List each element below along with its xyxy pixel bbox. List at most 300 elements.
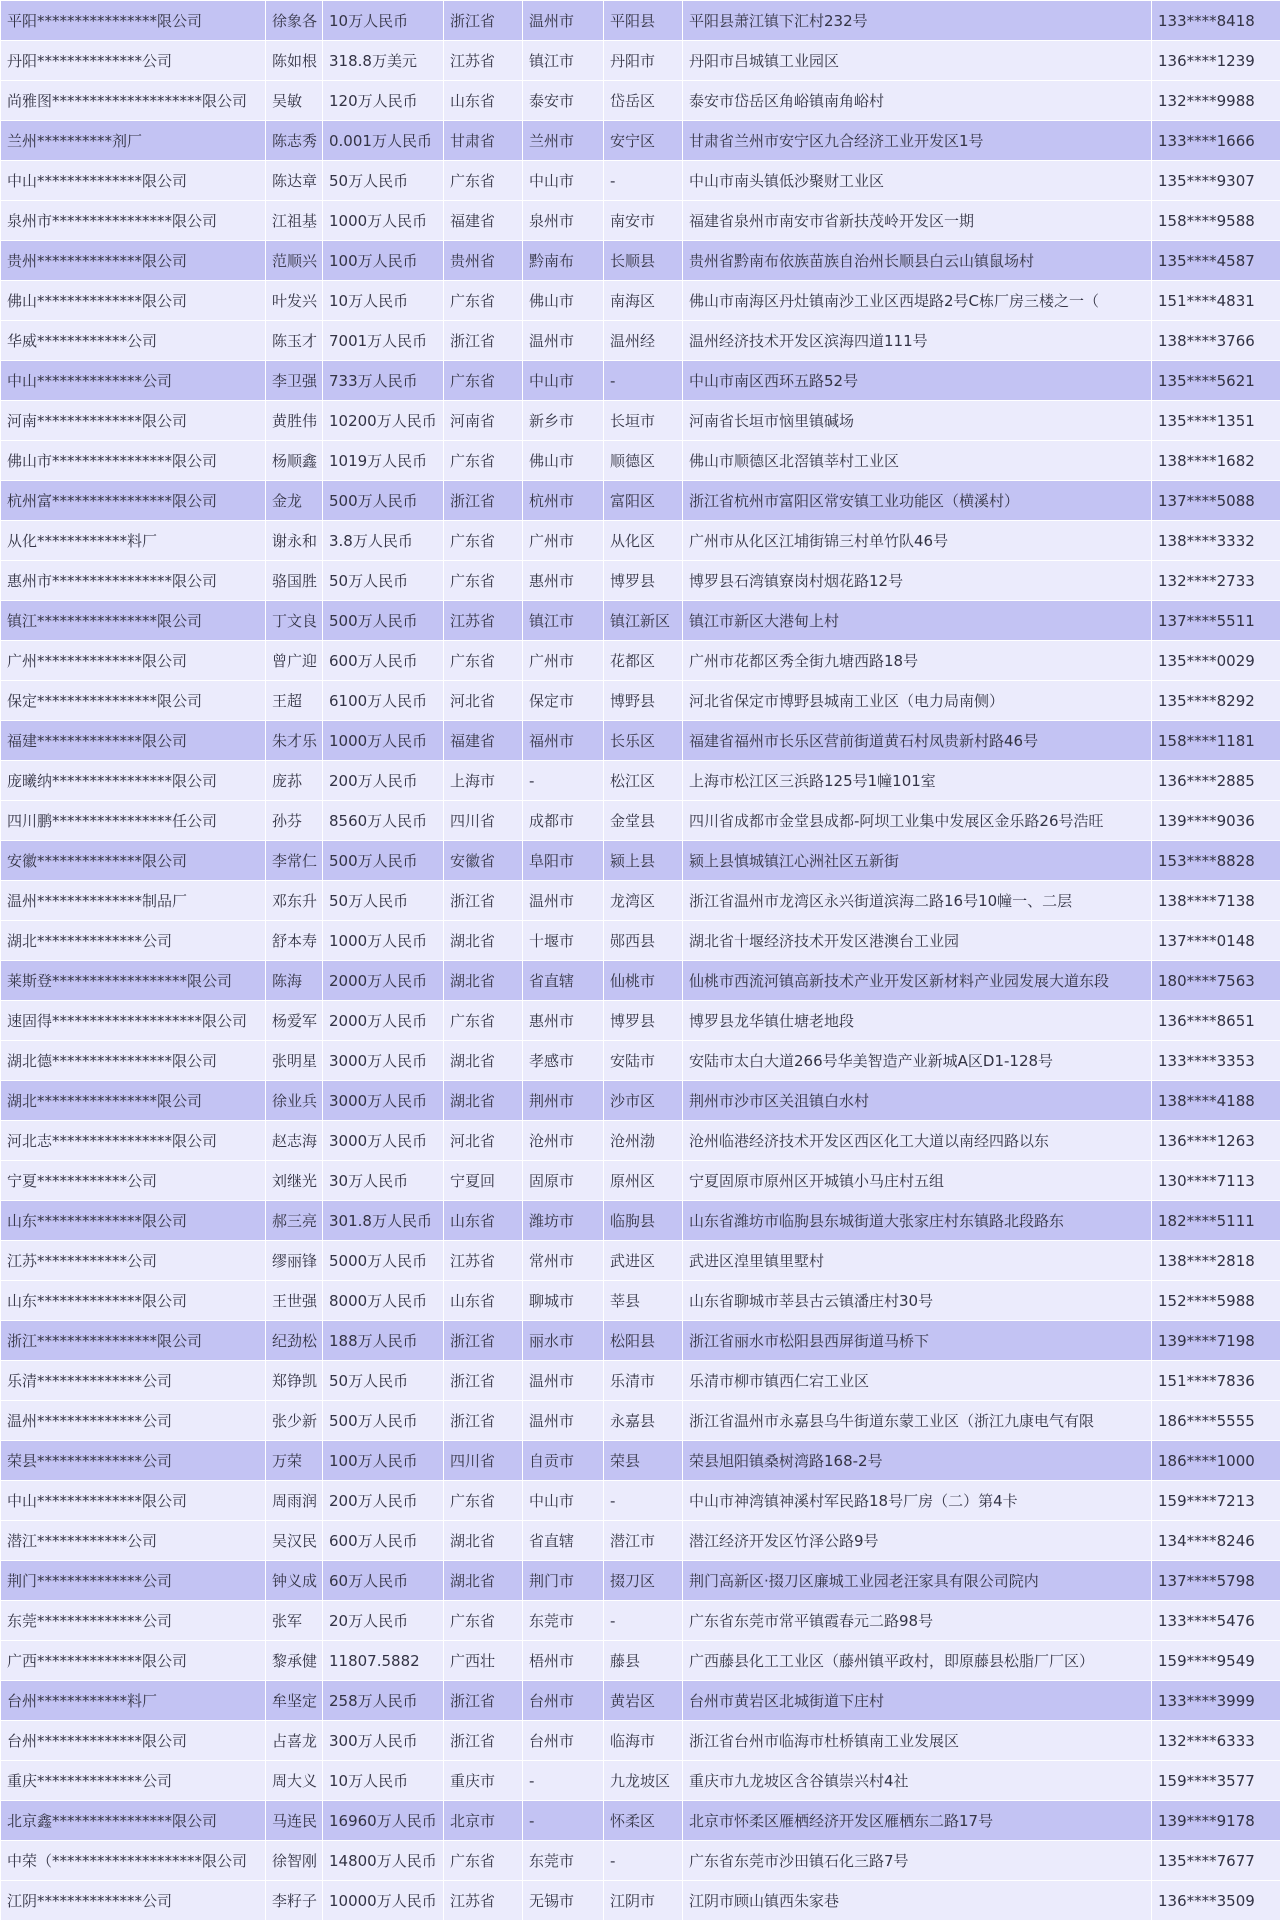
district-cell: - bbox=[604, 361, 683, 401]
registered-capital-cell: 300万人民币 bbox=[323, 1721, 444, 1761]
city-cell: 孝感市 bbox=[523, 1041, 604, 1081]
district-cell: - bbox=[604, 1481, 683, 1521]
city-cell: 温州市 bbox=[523, 1361, 604, 1401]
company-name-cell: 广西**************限公司 bbox=[1, 1641, 266, 1681]
company-name-cell: 四川鹏****************任公司 bbox=[1, 801, 266, 841]
city-cell: 省直辖 bbox=[523, 961, 604, 1001]
company-name-cell: 江阴**************公司 bbox=[1, 1881, 266, 1921]
table-row bbox=[1, 1241, 1280, 1281]
province-cell: 广东省 bbox=[444, 1601, 523, 1641]
district-cell: 沙市区 bbox=[604, 1081, 683, 1121]
district-cell: 温州经 bbox=[604, 321, 683, 361]
address-cell: 潜江经济开发区竹泽公路9号 bbox=[683, 1521, 1152, 1561]
province-cell: 宁夏回 bbox=[444, 1161, 523, 1201]
address-cell: 四川省成都市金堂县成都-阿坝工业集中发展区金乐路26号浩旺 bbox=[683, 801, 1152, 841]
legal-rep-cell: 李卫强 bbox=[266, 361, 323, 401]
table-row bbox=[1, 1441, 1280, 1481]
company-name-cell: 从化************料厂 bbox=[1, 521, 266, 561]
table-row bbox=[1, 921, 1280, 961]
district-cell: 博罗县 bbox=[604, 1001, 683, 1041]
province-cell: 广东省 bbox=[444, 1481, 523, 1521]
address-cell: 丹阳市吕城镇工业园区 bbox=[683, 41, 1152, 81]
table-row bbox=[1, 601, 1280, 641]
phone-cell: 136****1263 bbox=[1152, 1121, 1280, 1161]
city-cell: 温州市 bbox=[523, 881, 604, 921]
province-cell: 广东省 bbox=[444, 521, 523, 561]
registered-capital-cell: 7001万人民币 bbox=[323, 321, 444, 361]
company-name-cell: 宁夏************公司 bbox=[1, 1161, 266, 1201]
registered-capital-cell: 301.8万人民币 bbox=[323, 1201, 444, 1241]
phone-cell: 180****7563 bbox=[1152, 961, 1280, 1001]
phone-cell: 134****8246 bbox=[1152, 1521, 1280, 1561]
company-name-cell: 温州**************制品厂 bbox=[1, 881, 266, 921]
registered-capital-cell: 50万人民币 bbox=[323, 1361, 444, 1401]
legal-rep-cell: 舒本寿 bbox=[266, 921, 323, 961]
city-cell: 佛山市 bbox=[523, 441, 604, 481]
city-cell: 中山市 bbox=[523, 1481, 604, 1521]
legal-rep-cell: 刘继光 bbox=[266, 1161, 323, 1201]
company-name-cell: 湖北****************限公司 bbox=[1, 1081, 266, 1121]
address-cell: 荣县旭阳镇桑树湾路168-2号 bbox=[683, 1441, 1152, 1481]
company-name-cell: 潜江************公司 bbox=[1, 1521, 266, 1561]
registered-capital-cell: 258万人民币 bbox=[323, 1681, 444, 1721]
city-cell: 东莞市 bbox=[523, 1601, 604, 1641]
phone-cell: 133****3999 bbox=[1152, 1681, 1280, 1721]
district-cell: 藤县 bbox=[604, 1641, 683, 1681]
address-cell: 山东省聊城市莘县古云镇潘庄村30号 bbox=[683, 1281, 1152, 1321]
phone-cell: 152****5988 bbox=[1152, 1281, 1280, 1321]
table-row bbox=[1, 521, 1280, 561]
company-name-cell: 安徽**************限公司 bbox=[1, 841, 266, 881]
table-row bbox=[1, 1601, 1280, 1641]
address-cell: 河南省长垣市恼里镇碱场 bbox=[683, 401, 1152, 441]
district-cell: - bbox=[604, 1841, 683, 1881]
address-cell: 广西藤县化工工业区（藤州镇平政村，即原藤县松脂厂厂区） bbox=[683, 1641, 1152, 1681]
phone-cell: 136****8651 bbox=[1152, 1001, 1280, 1041]
address-cell: 中山市南头镇低沙聚财工业区 bbox=[683, 161, 1152, 201]
address-cell: 博罗县石湾镇寮岗村烟花路12号 bbox=[683, 561, 1152, 601]
district-cell: 永嘉县 bbox=[604, 1401, 683, 1441]
company-name-cell: 河北志****************限公司 bbox=[1, 1121, 266, 1161]
province-cell: 广东省 bbox=[444, 1001, 523, 1041]
district-cell: 顺德区 bbox=[604, 441, 683, 481]
legal-rep-cell: 杨顺鑫 bbox=[266, 441, 323, 481]
district-cell: 花都区 bbox=[604, 641, 683, 681]
city-cell: 十堰市 bbox=[523, 921, 604, 961]
company-name-cell: 河南**************限公司 bbox=[1, 401, 266, 441]
table-row bbox=[1, 1041, 1280, 1081]
table-row bbox=[1, 1841, 1280, 1881]
address-cell: 浙江省台州市临海市杜桥镇南工业发展区 bbox=[683, 1721, 1152, 1761]
phone-cell: 133****3353 bbox=[1152, 1041, 1280, 1081]
company-name-cell: 中荣（********************限公司 bbox=[1, 1841, 266, 1881]
legal-rep-cell: 黄胜伟 bbox=[266, 401, 323, 441]
legal-rep-cell: 徐业兵 bbox=[266, 1081, 323, 1121]
registered-capital-cell: 10000万人民币 bbox=[323, 1881, 444, 1921]
district-cell: 九龙坡区 bbox=[604, 1761, 683, 1801]
address-cell: 北京市怀柔区雁栖经济开发区雁栖东二路17号 bbox=[683, 1801, 1152, 1841]
district-cell: 掇刀区 bbox=[604, 1561, 683, 1601]
company-name-cell: 北京鑫****************限公司 bbox=[1, 1801, 266, 1841]
district-cell: 仙桃市 bbox=[604, 961, 683, 1001]
table-body bbox=[1, 1, 1280, 1921]
company-name-cell: 湖北德****************限公司 bbox=[1, 1041, 266, 1081]
table-row bbox=[1, 1, 1280, 41]
registered-capital-cell: 5000万人民币 bbox=[323, 1241, 444, 1281]
table-row bbox=[1, 961, 1280, 1001]
legal-rep-cell: 吴敏 bbox=[266, 81, 323, 121]
legal-rep-cell: 王世强 bbox=[266, 1281, 323, 1321]
address-cell: 泰安市岱岳区角峪镇南角峪村 bbox=[683, 81, 1152, 121]
district-cell: 潜江市 bbox=[604, 1521, 683, 1561]
table-row bbox=[1, 1321, 1280, 1361]
address-cell: 中山市南区西环五路52号 bbox=[683, 361, 1152, 401]
district-cell: 龙湾区 bbox=[604, 881, 683, 921]
address-cell: 乐清市柳市镇西仁宕工业区 bbox=[683, 1361, 1152, 1401]
district-cell: 长顺县 bbox=[604, 241, 683, 281]
registered-capital-cell: 50万人民币 bbox=[323, 561, 444, 601]
phone-cell: 130****7113 bbox=[1152, 1161, 1280, 1201]
table-row bbox=[1, 841, 1280, 881]
phone-cell: 132****9988 bbox=[1152, 81, 1280, 121]
company-name-cell: 荆门**************公司 bbox=[1, 1561, 266, 1601]
phone-cell: 137****5511 bbox=[1152, 601, 1280, 641]
phone-cell: 138****4188 bbox=[1152, 1081, 1280, 1121]
legal-rep-cell: 骆国胜 bbox=[266, 561, 323, 601]
district-cell: 沧州渤 bbox=[604, 1121, 683, 1161]
district-cell: 松江区 bbox=[604, 761, 683, 801]
province-cell: 广东省 bbox=[444, 281, 523, 321]
province-cell: 江苏省 bbox=[444, 41, 523, 81]
company-name-cell: 浙江****************限公司 bbox=[1, 1321, 266, 1361]
city-cell: 固原市 bbox=[523, 1161, 604, 1201]
district-cell: - bbox=[604, 161, 683, 201]
table-row bbox=[1, 761, 1280, 801]
legal-rep-cell: 金龙 bbox=[266, 481, 323, 521]
city-cell: 广州市 bbox=[523, 641, 604, 681]
company-name-cell: 镇江****************限公司 bbox=[1, 601, 266, 641]
legal-rep-cell: 杨爱军 bbox=[266, 1001, 323, 1041]
table-row bbox=[1, 721, 1280, 761]
table-row bbox=[1, 1641, 1280, 1681]
phone-cell: 186****1000 bbox=[1152, 1441, 1280, 1481]
city-cell: 丽水市 bbox=[523, 1321, 604, 1361]
company-name-cell: 庞曦纳****************限公司 bbox=[1, 761, 266, 801]
phone-cell: 182****5111 bbox=[1152, 1201, 1280, 1241]
city-cell: 台州市 bbox=[523, 1721, 604, 1761]
province-cell: 广东省 bbox=[444, 361, 523, 401]
city-cell: 荆门市 bbox=[523, 1561, 604, 1601]
table-row bbox=[1, 441, 1280, 481]
table-row bbox=[1, 241, 1280, 281]
city-cell: 成都市 bbox=[523, 801, 604, 841]
province-cell: 浙江省 bbox=[444, 1401, 523, 1441]
legal-rep-cell: 钟义成 bbox=[266, 1561, 323, 1601]
legal-rep-cell: 范顺兴 bbox=[266, 241, 323, 281]
company-name-cell: 兰州**********剂厂 bbox=[1, 121, 266, 161]
phone-cell: 138****2818 bbox=[1152, 1241, 1280, 1281]
address-cell: 浙江省丽水市松阳县西屏街道马桥下 bbox=[683, 1321, 1152, 1361]
table-row bbox=[1, 1881, 1280, 1921]
legal-rep-cell: 陈玉才 bbox=[266, 321, 323, 361]
legal-rep-cell: 黎承健 bbox=[266, 1641, 323, 1681]
province-cell: 浙江省 bbox=[444, 881, 523, 921]
address-cell: 河北省保定市博野县城南工业区（电力局南侧） bbox=[683, 681, 1152, 721]
address-cell: 佛山市顺德区北滘镇莘村工业区 bbox=[683, 441, 1152, 481]
address-cell: 颍上县慎城镇江心洲社区五新街 bbox=[683, 841, 1152, 881]
province-cell: 河北省 bbox=[444, 1121, 523, 1161]
province-cell: 湖北省 bbox=[444, 1041, 523, 1081]
city-cell: 中山市 bbox=[523, 361, 604, 401]
province-cell: 浙江省 bbox=[444, 1321, 523, 1361]
address-cell: 安陆市太白大道266号华美智造产业新城A区D1-128号 bbox=[683, 1041, 1152, 1081]
table-row bbox=[1, 1281, 1280, 1321]
table-row bbox=[1, 681, 1280, 721]
address-cell: 中山市神湾镇神溪村军民路18号厂房（二）第4卡 bbox=[683, 1481, 1152, 1521]
table-row bbox=[1, 1081, 1280, 1121]
table-row bbox=[1, 1001, 1280, 1041]
city-cell: 温州市 bbox=[523, 1, 604, 41]
city-cell: - bbox=[523, 1801, 604, 1841]
province-cell: 湖北省 bbox=[444, 1521, 523, 1561]
registered-capital-cell: 3000万人民币 bbox=[323, 1081, 444, 1121]
address-cell: 湖北省十堰经济技术开发区港澳台工业园 bbox=[683, 921, 1152, 961]
company-name-cell: 湖北**************公司 bbox=[1, 921, 266, 961]
company-name-cell: 中山**************公司 bbox=[1, 361, 266, 401]
address-cell: 浙江省杭州市富阳区常安镇工业功能区（横溪村） bbox=[683, 481, 1152, 521]
district-cell: 江阴市 bbox=[604, 1881, 683, 1921]
company-name-cell: 惠州市****************限公司 bbox=[1, 561, 266, 601]
legal-rep-cell: 曾广迎 bbox=[266, 641, 323, 681]
address-cell: 博罗县龙华镇仕塘老地段 bbox=[683, 1001, 1152, 1041]
company-name-cell: 莱斯登******************限公司 bbox=[1, 961, 266, 1001]
table-row bbox=[1, 1401, 1280, 1441]
address-cell: 贵州省黔南布依族苗族自治州长顺县白云山镇鼠场村 bbox=[683, 241, 1152, 281]
legal-rep-cell: 占喜龙 bbox=[266, 1721, 323, 1761]
legal-rep-cell: 江祖基 bbox=[266, 201, 323, 241]
company-name-cell: 重庆**************公司 bbox=[1, 1761, 266, 1801]
phone-cell: 138****3332 bbox=[1152, 521, 1280, 561]
company-name-cell: 广州**************限公司 bbox=[1, 641, 266, 681]
phone-cell: 133****1666 bbox=[1152, 121, 1280, 161]
city-cell: 泰安市 bbox=[523, 81, 604, 121]
legal-rep-cell: 万荣 bbox=[266, 1441, 323, 1481]
address-cell: 沧州临港经济技术开发区西区化工大道以南经四路以东 bbox=[683, 1121, 1152, 1161]
phone-cell: 137****5798 bbox=[1152, 1561, 1280, 1601]
table-row bbox=[1, 41, 1280, 81]
district-cell: 临朐县 bbox=[604, 1201, 683, 1241]
phone-cell: 139****9178 bbox=[1152, 1801, 1280, 1841]
phone-cell: 137****0148 bbox=[1152, 921, 1280, 961]
phone-cell: 151****4831 bbox=[1152, 281, 1280, 321]
city-cell: 荆州市 bbox=[523, 1081, 604, 1121]
address-cell: 镇江市新区大港甸上村 bbox=[683, 601, 1152, 641]
company-name-cell: 佛山**************限公司 bbox=[1, 281, 266, 321]
address-cell: 浙江省温州市永嘉县乌牛街道东蒙工业区（浙江九康电气有限 bbox=[683, 1401, 1152, 1441]
province-cell: 河南省 bbox=[444, 401, 523, 441]
city-cell: 黔南布 bbox=[523, 241, 604, 281]
table-row bbox=[1, 561, 1280, 601]
province-cell: 浙江省 bbox=[444, 481, 523, 521]
legal-rep-cell: 李籽子 bbox=[266, 1881, 323, 1921]
legal-rep-cell: 纪劲松 bbox=[266, 1321, 323, 1361]
registered-capital-cell: 1000万人民币 bbox=[323, 921, 444, 961]
company-name-cell: 尚雅图********************限公司 bbox=[1, 81, 266, 121]
company-name-cell: 平阳****************限公司 bbox=[1, 1, 266, 41]
address-cell: 广州市花都区秀全街九塘西路18号 bbox=[683, 641, 1152, 681]
legal-rep-cell: 陈海 bbox=[266, 961, 323, 1001]
table-row bbox=[1, 81, 1280, 121]
registered-capital-cell: 1019万人民币 bbox=[323, 441, 444, 481]
registered-capital-cell: 50万人民币 bbox=[323, 161, 444, 201]
registered-capital-cell: 200万人民币 bbox=[323, 761, 444, 801]
company-name-cell: 佛山市****************限公司 bbox=[1, 441, 266, 481]
city-cell: 潍坊市 bbox=[523, 1201, 604, 1241]
company-name-cell: 保定****************限公司 bbox=[1, 681, 266, 721]
province-cell: 浙江省 bbox=[444, 321, 523, 361]
phone-cell: 159****7213 bbox=[1152, 1481, 1280, 1521]
company-name-cell: 台州**************限公司 bbox=[1, 1721, 266, 1761]
district-cell: 安宁区 bbox=[604, 121, 683, 161]
city-cell: - bbox=[523, 1761, 604, 1801]
company-name-cell: 中山**************限公司 bbox=[1, 1481, 266, 1521]
district-cell: 莘县 bbox=[604, 1281, 683, 1321]
phone-cell: 138****7138 bbox=[1152, 881, 1280, 921]
district-cell: 长垣市 bbox=[604, 401, 683, 441]
district-cell: 从化区 bbox=[604, 521, 683, 561]
registered-capital-cell: 188万人民币 bbox=[323, 1321, 444, 1361]
city-cell: 广州市 bbox=[523, 521, 604, 561]
phone-cell: 159****3577 bbox=[1152, 1761, 1280, 1801]
phone-cell: 135****9307 bbox=[1152, 161, 1280, 201]
phone-cell: 138****3766 bbox=[1152, 321, 1280, 361]
company-name-cell: 泉州市****************限公司 bbox=[1, 201, 266, 241]
district-cell: 长乐区 bbox=[604, 721, 683, 761]
registered-capital-cell: 14800万人民币 bbox=[323, 1841, 444, 1881]
province-cell: 山东省 bbox=[444, 81, 523, 121]
district-cell: 松阳县 bbox=[604, 1321, 683, 1361]
table-row bbox=[1, 281, 1280, 321]
company-name-cell: 贵州**************限公司 bbox=[1, 241, 266, 281]
company-name-cell: 杭州富****************限公司 bbox=[1, 481, 266, 521]
company-name-cell: 福建**************限公司 bbox=[1, 721, 266, 761]
province-cell: 山东省 bbox=[444, 1201, 523, 1241]
registered-capital-cell: 100万人民币 bbox=[323, 1441, 444, 1481]
district-cell: 郧西县 bbox=[604, 921, 683, 961]
address-cell: 宁夏固原市原州区开城镇小马庄村五组 bbox=[683, 1161, 1152, 1201]
province-cell: 湖北省 bbox=[444, 961, 523, 1001]
province-cell: 北京市 bbox=[444, 1801, 523, 1841]
district-cell: - bbox=[604, 1601, 683, 1641]
phone-cell: 135****5621 bbox=[1152, 361, 1280, 401]
city-cell: 自贡市 bbox=[523, 1441, 604, 1481]
address-cell: 荆门高新区·掇刀区廉城工业园老汪家具有限公司院内 bbox=[683, 1561, 1152, 1601]
province-cell: 广东省 bbox=[444, 1841, 523, 1881]
phone-cell: 139****7198 bbox=[1152, 1321, 1280, 1361]
table-row bbox=[1, 161, 1280, 201]
registered-capital-cell: 1000万人民币 bbox=[323, 721, 444, 761]
legal-rep-cell: 孙芬 bbox=[266, 801, 323, 841]
company-name-cell: 乐清**************公司 bbox=[1, 1361, 266, 1401]
legal-rep-cell: 邓东升 bbox=[266, 881, 323, 921]
registered-capital-cell: 60万人民币 bbox=[323, 1561, 444, 1601]
registered-capital-cell: 500万人民币 bbox=[323, 841, 444, 881]
district-cell: 博野县 bbox=[604, 681, 683, 721]
province-cell: 四川省 bbox=[444, 801, 523, 841]
district-cell: 原州区 bbox=[604, 1161, 683, 1201]
registered-capital-cell: 1000万人民币 bbox=[323, 201, 444, 241]
registered-capital-cell: 0.001万人民币 bbox=[323, 121, 444, 161]
phone-cell: 158****9588 bbox=[1152, 201, 1280, 241]
legal-rep-cell: 庞荪 bbox=[266, 761, 323, 801]
province-cell: 广东省 bbox=[444, 161, 523, 201]
city-cell: 东莞市 bbox=[523, 1841, 604, 1881]
district-cell: 博罗县 bbox=[604, 561, 683, 601]
district-cell: 平阳县 bbox=[604, 1, 683, 41]
province-cell: 上海市 bbox=[444, 761, 523, 801]
province-cell: 广东省 bbox=[444, 441, 523, 481]
city-cell: 杭州市 bbox=[523, 481, 604, 521]
province-cell: 浙江省 bbox=[444, 1681, 523, 1721]
address-cell: 平阳县萧江镇下汇村232号 bbox=[683, 1, 1152, 41]
district-cell: 安陆市 bbox=[604, 1041, 683, 1081]
table-row bbox=[1, 801, 1280, 841]
table-row bbox=[1, 321, 1280, 361]
table-row bbox=[1, 1681, 1280, 1721]
registered-capital-cell: 8000万人民币 bbox=[323, 1281, 444, 1321]
company-name-cell: 山东**************限公司 bbox=[1, 1281, 266, 1321]
registered-capital-cell: 50万人民币 bbox=[323, 881, 444, 921]
company-name-cell: 华威************公司 bbox=[1, 321, 266, 361]
legal-rep-cell: 赵志海 bbox=[266, 1121, 323, 1161]
legal-rep-cell: 张少新 bbox=[266, 1401, 323, 1441]
registered-capital-cell: 3000万人民币 bbox=[323, 1041, 444, 1081]
legal-rep-cell: 谢永和 bbox=[266, 521, 323, 561]
province-cell: 广西壮 bbox=[444, 1641, 523, 1681]
address-cell: 广东省东莞市常平镇霞春元二路98号 bbox=[683, 1601, 1152, 1641]
phone-cell: 186****5555 bbox=[1152, 1401, 1280, 1441]
district-cell: 丹阳市 bbox=[604, 41, 683, 81]
district-cell: 金堂县 bbox=[604, 801, 683, 841]
company-name-cell: 速固得********************限公司 bbox=[1, 1001, 266, 1041]
company-name-cell: 山东**************限公司 bbox=[1, 1201, 266, 1241]
city-cell: 惠州市 bbox=[523, 1001, 604, 1041]
province-cell: 重庆市 bbox=[444, 1761, 523, 1801]
table-row bbox=[1, 1561, 1280, 1601]
registered-capital-cell: 6100万人民币 bbox=[323, 681, 444, 721]
phone-cell: 135****7677 bbox=[1152, 1841, 1280, 1881]
registered-capital-cell: 500万人民币 bbox=[323, 1401, 444, 1441]
registered-capital-cell: 600万人民币 bbox=[323, 641, 444, 681]
district-cell: 镇江新区 bbox=[604, 601, 683, 641]
registered-capital-cell: 10万人民币 bbox=[323, 1761, 444, 1801]
phone-cell: 159****9549 bbox=[1152, 1641, 1280, 1681]
legal-rep-cell: 周雨润 bbox=[266, 1481, 323, 1521]
company-name-cell: 中山**************限公司 bbox=[1, 161, 266, 201]
province-cell: 浙江省 bbox=[444, 1721, 523, 1761]
city-cell: 中山市 bbox=[523, 161, 604, 201]
legal-rep-cell: 牟坚定 bbox=[266, 1681, 323, 1721]
registered-capital-cell: 30万人民币 bbox=[323, 1161, 444, 1201]
registered-capital-cell: 200万人民币 bbox=[323, 1481, 444, 1521]
legal-rep-cell: 朱才乐 bbox=[266, 721, 323, 761]
phone-cell: 151****7836 bbox=[1152, 1361, 1280, 1401]
table-row bbox=[1, 881, 1280, 921]
table-row bbox=[1, 1121, 1280, 1161]
province-cell: 福建省 bbox=[444, 201, 523, 241]
district-cell: 乐清市 bbox=[604, 1361, 683, 1401]
city-cell: 佛山市 bbox=[523, 281, 604, 321]
